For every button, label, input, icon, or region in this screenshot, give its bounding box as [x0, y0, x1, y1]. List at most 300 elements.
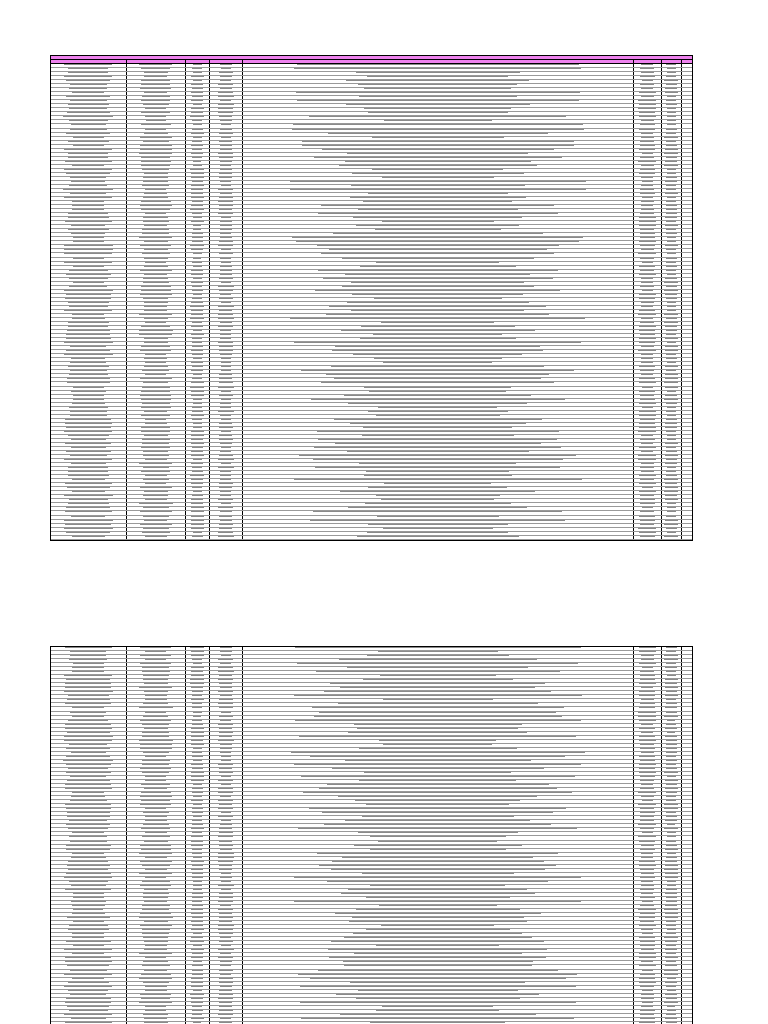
cell-text-line [144, 491, 168, 492]
cell-text-line [665, 893, 677, 894]
cell-text-line [641, 318, 653, 319]
cell-text-line [221, 945, 231, 946]
cell-text-line [192, 338, 202, 339]
cell-text-line [72, 536, 105, 537]
cell-text-line [143, 516, 169, 517]
cell-text-line [664, 479, 678, 480]
cell-text-line [220, 479, 231, 480]
cell-text-line [140, 294, 172, 295]
cell-text-line [193, 784, 202, 785]
cell-text-line [641, 358, 653, 359]
cell-text-line [66, 748, 110, 749]
cell-text-line [139, 707, 173, 708]
cell-text-line [667, 241, 676, 242]
cell-text-line [383, 528, 493, 529]
cell-text-line [73, 387, 104, 388]
cell-text-line [347, 667, 528, 668]
cell-text-line [365, 503, 511, 504]
cell-text-line [363, 201, 512, 202]
cell-text-line [220, 965, 231, 966]
cell-text-line [65, 161, 112, 162]
cell-text-line [665, 387, 678, 388]
cell-text-line [220, 495, 231, 496]
cell-text-line [142, 233, 169, 234]
cell-text-line [639, 415, 656, 416]
cell-text-line [66, 350, 110, 351]
cell-text-line [66, 849, 110, 850]
cell-text-line [666, 221, 676, 222]
cell-text-line [220, 961, 232, 962]
cell-text-line [219, 941, 233, 942]
cell-text-line [191, 869, 203, 870]
cell-text-line [191, 145, 203, 146]
cell-text-line [218, 816, 233, 817]
cell-text-line [142, 387, 170, 388]
cell-text-line [220, 294, 231, 295]
cell-text-line [192, 407, 202, 408]
cell-text-line [219, 728, 232, 729]
cell-text-line [219, 841, 232, 842]
cell-text-line [639, 366, 655, 367]
cell-text-line [65, 957, 111, 958]
cell-text-line [71, 181, 105, 182]
cell-text-line [66, 80, 110, 81]
cell-text-line [641, 201, 654, 202]
cell-text-line [220, 181, 231, 182]
cell-text-line [140, 245, 171, 246]
cell-text-line [145, 651, 166, 652]
cell-text-line [140, 925, 172, 926]
cell-text-line [359, 748, 517, 749]
cell-text-line [219, 241, 233, 242]
cell-text-line [191, 913, 203, 914]
cell-text-line [219, 439, 233, 440]
cell-text-line [666, 889, 677, 890]
cell-text-line [141, 346, 170, 347]
cell-text-line [193, 217, 202, 218]
cell-text-line [219, 683, 232, 684]
cell-text-line [294, 901, 581, 902]
cell-text-line [140, 655, 171, 656]
cell-text-line [190, 387, 204, 388]
cell-text-line [639, 266, 655, 267]
cell-text-line [192, 241, 203, 242]
cell-text-line [66, 764, 111, 765]
cell-text-line [220, 225, 232, 226]
cell-text-line [68, 68, 108, 69]
cell-text-line [348, 403, 527, 404]
cell-text-line [666, 1022, 677, 1023]
cell-text-line [351, 282, 524, 283]
cell-text-line [368, 112, 508, 113]
cell-text-line [141, 792, 171, 793]
cell-text-line [193, 229, 201, 230]
cell-text-line [219, 395, 233, 396]
cell-text-line [665, 92, 678, 93]
cell-text-line [639, 532, 656, 533]
cell-text-line [667, 675, 676, 676]
cell-text-line [64, 986, 112, 987]
cell-text-line [667, 467, 676, 468]
cell-text-line [639, 411, 656, 412]
cell-text-line [368, 487, 507, 488]
cell-text-line [191, 528, 204, 529]
cell-text-line [640, 1014, 654, 1015]
cell-text-line [220, 824, 232, 825]
cell-text-line [666, 784, 677, 785]
cell-text-line [191, 483, 203, 484]
cell-text-line [64, 495, 113, 496]
cell-text-line [640, 945, 655, 946]
cell-text-line [191, 326, 203, 327]
cell-text-line [145, 322, 166, 323]
cell-text-line [68, 467, 108, 468]
cell-text-line [64, 197, 112, 198]
cell-text-line [641, 133, 653, 134]
cell-text-line [145, 659, 166, 660]
cell-text-line [639, 274, 656, 275]
cell-text-line [142, 933, 169, 934]
cell-text-line [218, 853, 234, 854]
cell-text-line [640, 245, 655, 246]
cell-text-line [642, 262, 653, 263]
cell-text-line [664, 282, 678, 283]
cell-text-line [191, 841, 203, 842]
cell-text-line [312, 707, 564, 708]
cell-text-line [220, 748, 232, 749]
cell-text-line [638, 431, 656, 432]
cell-text-line [665, 378, 678, 379]
cell-text-line [71, 124, 106, 125]
cell-text-line [640, 748, 655, 749]
cell-text-line [665, 278, 677, 279]
cell-text-line [68, 217, 109, 218]
cell-text-line [220, 471, 231, 472]
cell-text-line [301, 1018, 574, 1019]
cell-text-line [143, 752, 169, 753]
cell-text-line [64, 675, 112, 676]
cell-text-line [142, 929, 170, 930]
cell-text-line [68, 366, 109, 367]
cell-text-line [218, 306, 234, 307]
cell-text-line [192, 824, 203, 825]
cell-text-line [219, 253, 233, 254]
cell-text-line [666, 699, 676, 700]
cell-text-line [218, 507, 233, 508]
cell-text-line [383, 362, 492, 363]
cell-text-line [344, 395, 531, 396]
cell-text-line [191, 772, 204, 773]
cell-text-line [68, 695, 109, 696]
cell-text-line [641, 120, 654, 121]
cell-text-line [641, 165, 654, 166]
cell-text-line [191, 314, 203, 315]
cell-text-line [218, 532, 233, 533]
cell-text-line [219, 516, 232, 517]
cell-text-line [290, 181, 586, 182]
cell-text-line [220, 76, 232, 77]
cell-text-line [667, 885, 676, 886]
cell-text-line [639, 1022, 655, 1023]
cell-text-line [338, 703, 538, 704]
cell-text-line [220, 334, 231, 335]
cell-text-line [139, 953, 172, 954]
cell-text-line [318, 270, 558, 271]
cell-text-line [331, 941, 544, 942]
cell-text-line [300, 986, 576, 987]
cell-text-line [638, 108, 656, 109]
cell-text-line [641, 209, 654, 210]
cell-text-line [640, 760, 655, 761]
cell-text-line [640, 788, 654, 789]
cell-text-line [382, 1006, 493, 1007]
cell-text-line [339, 165, 537, 166]
cell-text-line [73, 909, 103, 910]
cell-text-line [141, 80, 170, 81]
cell-text-line [140, 270, 172, 271]
cell-text-line [64, 740, 112, 741]
cell-text-line [641, 881, 653, 882]
cell-text-line [370, 885, 505, 886]
cell-text-line [70, 655, 106, 656]
cell-text-line [191, 503, 203, 504]
cell-text-line [65, 423, 112, 424]
cell-text-line [666, 1014, 676, 1015]
cell-text-line [64, 520, 113, 521]
cell-text-line [641, 302, 654, 303]
cell-text-line [192, 290, 203, 291]
cell-text-line [145, 986, 167, 987]
cell-text-line [665, 728, 677, 729]
cell-text-line [66, 133, 110, 134]
cell-text-line [639, 129, 655, 130]
cell-text-line [341, 330, 535, 331]
cell-text-line [666, 286, 677, 287]
cell-text-line [142, 671, 170, 672]
cell-text-line [667, 342, 676, 343]
cell-text-line [638, 253, 656, 254]
cell-text-line [664, 937, 678, 938]
cell-text-line [191, 937, 203, 938]
cell-text-line [68, 213, 108, 214]
cell-text-line [67, 917, 110, 918]
cell-text-line [191, 382, 204, 383]
cell-text-line [639, 772, 656, 773]
cell-text-line [642, 1002, 653, 1003]
cell-text-line [642, 80, 653, 81]
cell-text-line [144, 691, 168, 692]
cell-text-line [667, 511, 676, 512]
cell-text-line [143, 679, 168, 680]
cell-text-line [640, 495, 654, 496]
cell-text-line [220, 330, 231, 331]
cell-text-line [68, 929, 109, 930]
cell-text-line [324, 824, 551, 825]
cell-text-line [218, 245, 233, 246]
cell-text-line [641, 885, 654, 886]
cell-text-line [342, 258, 534, 259]
cell-text-line [66, 338, 111, 339]
cell-text-line [66, 873, 111, 874]
cell-text-line [667, 407, 676, 408]
cell-text-line [641, 177, 653, 178]
cell-text-line [665, 88, 677, 89]
cell-text-line [219, 699, 233, 700]
cell-text-line [144, 249, 168, 250]
cell-text-line [141, 399, 171, 400]
cell-text-line [667, 435, 676, 436]
table-cell [209, 539, 242, 541]
cell-text-line [666, 796, 676, 797]
cell-text-line [139, 314, 172, 315]
cell-text-line [639, 865, 656, 866]
cell-text-line [72, 978, 104, 979]
cell-text-line [192, 262, 202, 263]
cell-text-line [68, 720, 108, 721]
cell-text-line [667, 824, 675, 825]
cell-text-line [219, 157, 233, 158]
cell-text-line [219, 205, 233, 206]
cell-text-line [664, 1002, 678, 1003]
cell-text-line [328, 133, 548, 134]
cell-text-line [639, 217, 656, 218]
cell-text-line [192, 201, 203, 202]
cell-text-line [64, 354, 113, 355]
cell-text-line [666, 671, 676, 672]
cell-text-line [640, 141, 654, 142]
cell-text-line [368, 193, 508, 194]
cell-text-line [141, 800, 170, 801]
cell-text-line [357, 536, 519, 537]
cell-text-line [218, 691, 233, 692]
cell-text-line [665, 905, 677, 906]
cell-text-line [143, 382, 168, 383]
cell-text-line [145, 756, 166, 757]
cell-text-line [294, 342, 581, 343]
cell-text-line [639, 241, 656, 242]
cell-text-line [72, 479, 105, 480]
cell-text-line [143, 141, 169, 142]
cell-text-line [640, 889, 654, 890]
cell-text-line [345, 274, 530, 275]
cell-text-line [366, 929, 510, 930]
cell-text-line [318, 213, 558, 214]
cell-text-line [639, 221, 656, 222]
cell-text-line [192, 149, 202, 150]
cell-text-line [141, 112, 170, 113]
cell-text-line [68, 322, 109, 323]
cell-text-line [193, 399, 202, 400]
cell-text-line [192, 96, 203, 97]
cell-text-line [191, 395, 204, 396]
cell-text-line [664, 869, 678, 870]
cell-text-line [641, 853, 653, 854]
cell-text-line [193, 253, 202, 254]
cell-text-line [192, 897, 203, 898]
cell-text-line [641, 374, 653, 375]
cell-text-line [142, 736, 169, 737]
cell-text-line [220, 129, 232, 130]
cell-text-line [193, 961, 202, 962]
cell-text-line [382, 221, 494, 222]
cell-text-line [641, 346, 654, 347]
cell-text-line [665, 982, 677, 983]
cell-text-line [191, 443, 204, 444]
cell-text-line [191, 274, 203, 275]
cell-text-line [140, 149, 172, 150]
cell-text-line [72, 201, 104, 202]
cell-text-line [335, 346, 540, 347]
cell-text-line [639, 720, 656, 721]
cell-text-line [374, 358, 502, 359]
cell-text-line [143, 451, 168, 452]
cell-text-line [141, 286, 171, 287]
cell-text-line [640, 511, 654, 512]
cell-text-line [145, 877, 166, 878]
cell-text-line [145, 475, 167, 476]
cell-text-line [291, 752, 585, 753]
cell-text-line [191, 76, 204, 77]
cell-text-line [317, 245, 559, 246]
cell-text-line [193, 945, 202, 946]
cell-text-line [192, 378, 202, 379]
cell-text-line [141, 849, 171, 850]
cell-text-line [144, 133, 168, 134]
cell-text-line [667, 929, 676, 930]
cell-text-line [145, 483, 166, 484]
cell-text-line [666, 104, 677, 105]
cell-text-line [219, 72, 233, 73]
cell-text-line [190, 116, 204, 117]
cell-text-line [71, 391, 106, 392]
cell-text-line [219, 804, 232, 805]
cell-text-line [65, 889, 111, 890]
cell-text-line [640, 229, 654, 230]
cell-text-line [640, 419, 655, 420]
cell-text-line [72, 937, 104, 938]
cell-text-line [667, 978, 676, 979]
cell-text-line [665, 788, 678, 789]
cell-text-line [193, 423, 202, 424]
cell-text-line [142, 229, 169, 230]
cell-text-line [192, 411, 203, 412]
cell-text-line [640, 322, 654, 323]
cell-text-line [639, 516, 655, 517]
cell-text-line [665, 965, 677, 966]
cell-text-line [220, 451, 231, 452]
cell-text-line [140, 378, 172, 379]
cell-text-line [665, 338, 678, 339]
cell-text-line [70, 455, 107, 456]
cell-text-line [64, 249, 113, 250]
cell-text-line [220, 221, 232, 222]
cell-text-line [666, 411, 676, 412]
cell-text-line [219, 732, 233, 733]
cell-text-line [666, 945, 676, 946]
cell-text-line [66, 756, 110, 757]
cell-text-line [145, 1010, 166, 1011]
cell-text-line [666, 663, 676, 664]
cell-text-line [639, 728, 655, 729]
cell-text-line [667, 237, 676, 238]
cell-text-line [192, 768, 203, 769]
table-body-2 [51, 647, 693, 1024]
cell-text-line [665, 540, 677, 541]
cell-text-line [64, 76, 112, 77]
cell-text-line [145, 189, 166, 190]
cell-text-line [296, 241, 579, 242]
cell-text-line [144, 266, 168, 267]
